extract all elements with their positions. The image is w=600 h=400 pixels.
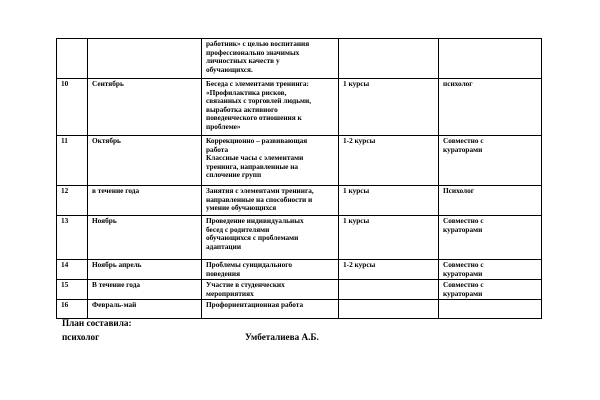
event-cell bbox=[202, 79, 339, 136]
row-number-cell-text: 14 bbox=[61, 260, 69, 269]
responsible-cell-text: Совместно с кураторами bbox=[443, 216, 484, 234]
event-cell bbox=[202, 280, 339, 300]
row-number-cell-text: 15 bbox=[61, 280, 69, 290]
plan-table-body bbox=[57, 39, 542, 319]
month-cell-text: Ноябрь bbox=[92, 216, 117, 225]
responsible-cell bbox=[439, 300, 542, 319]
month-cell-text: Февраль-май bbox=[92, 300, 137, 310]
table-row bbox=[57, 39, 542, 79]
row-number-cell bbox=[57, 186, 88, 216]
month-cell bbox=[88, 280, 202, 300]
responsible-cell bbox=[439, 79, 542, 136]
responsible-cell-text: психолог bbox=[443, 79, 473, 88]
responsible-cell bbox=[439, 39, 542, 79]
table-row bbox=[57, 136, 542, 186]
event-cell bbox=[202, 216, 339, 260]
event-cell bbox=[202, 186, 339, 216]
event-cell-text: Проведение индивидуальных бесед с родителями обучающихся с проблемами адаптации bbox=[206, 216, 304, 251]
month-cell bbox=[88, 216, 202, 260]
participants-cell bbox=[339, 39, 439, 79]
signature-name: Умбеталиева А.Б. bbox=[245, 332, 319, 342]
table-row bbox=[57, 260, 542, 280]
event-cell-text: Беседа с элементами тренинга: «Профилактика рисков, связанных с торговлей людьми, выработка активного поведенческого отношения к проблеме» bbox=[206, 79, 312, 131]
participants-cell-text: 1-2 курсы bbox=[343, 136, 376, 145]
responsible-cell bbox=[439, 136, 542, 186]
row-number-cell-text: 16 bbox=[61, 300, 69, 310]
responsible-cell bbox=[439, 280, 542, 300]
participants-cell bbox=[339, 79, 439, 136]
participants-cell bbox=[339, 216, 439, 260]
month-cell bbox=[88, 79, 202, 136]
responsible-cell bbox=[439, 260, 542, 280]
plan-table bbox=[56, 38, 542, 319]
table-row bbox=[57, 280, 542, 300]
table-row bbox=[57, 216, 542, 260]
participants-cell bbox=[339, 186, 439, 216]
participants-cell-text: 1 курсы bbox=[343, 216, 370, 225]
month-cell-text: В течение года bbox=[92, 280, 141, 290]
participants-cell bbox=[339, 136, 439, 186]
signature-heading: План составила: bbox=[62, 318, 132, 328]
row-number-cell bbox=[57, 300, 88, 319]
row-number-cell-text: 10 bbox=[61, 79, 69, 88]
participants-cell bbox=[339, 280, 439, 300]
row-number-cell bbox=[57, 136, 88, 186]
row-number-cell bbox=[57, 260, 88, 280]
row-number-cell bbox=[57, 39, 88, 79]
responsible-cell-text: Совместно с кураторами bbox=[443, 260, 484, 278]
month-cell-text: Сентябрь bbox=[92, 79, 124, 88]
event-cell bbox=[202, 300, 339, 319]
participants-cell-text: 1-2 курсы bbox=[343, 260, 376, 269]
responsible-cell-text: Совместно с кураторами bbox=[443, 136, 484, 154]
table-row bbox=[57, 300, 542, 319]
event-cell bbox=[202, 39, 339, 79]
row-number-cell-text: 11 bbox=[61, 136, 68, 145]
responsible-cell-text: Совместно с кураторами bbox=[443, 280, 484, 298]
month-cell bbox=[88, 260, 202, 280]
month-cell-text: Ноябрь апрель bbox=[92, 260, 142, 269]
event-cell-text: Проблемы суицидального поведения bbox=[206, 260, 293, 278]
month-cell-text: Октябрь bbox=[92, 136, 121, 145]
responsible-cell bbox=[439, 216, 542, 260]
signature-role: психолог bbox=[62, 332, 100, 342]
month-cell bbox=[88, 136, 202, 186]
event-cell-text: Коррекционно – развивающая работа Классные часы с элементами тренинга, направленные на сплочение групп bbox=[206, 136, 308, 180]
participants-cell bbox=[339, 300, 439, 319]
row-number-cell bbox=[57, 280, 88, 300]
table-row bbox=[57, 186, 542, 216]
row-number-cell-text: 12 bbox=[61, 186, 69, 195]
row-number-cell-text: 13 bbox=[61, 216, 69, 225]
participants-cell-text: 1 курсы bbox=[343, 186, 370, 195]
responsible-cell bbox=[439, 186, 542, 216]
month-cell-text: в течение года bbox=[92, 186, 140, 195]
participants-cell-text: 1 курсы bbox=[343, 79, 370, 88]
month-cell bbox=[88, 300, 202, 319]
event-cell-text: работник» с целью воспитания профессионально значимых личностных качеств у обучающихся. bbox=[206, 39, 310, 74]
row-number-cell bbox=[57, 216, 88, 260]
event-cell-text: Занятия с элементами тренинга, направленные на способности и умение обучающихся bbox=[206, 186, 314, 213]
month-cell bbox=[88, 186, 202, 216]
event-cell-text: Участие в студенческих мероприятиях bbox=[206, 280, 285, 298]
table-row bbox=[57, 79, 542, 136]
event-cell-text: Профориентационная работа bbox=[206, 300, 304, 310]
event-cell bbox=[202, 260, 339, 280]
responsible-cell-text: Психолог bbox=[443, 186, 475, 195]
row-number-cell bbox=[57, 79, 88, 136]
month-cell bbox=[88, 39, 202, 79]
participants-cell bbox=[339, 260, 439, 280]
event-cell bbox=[202, 136, 339, 186]
